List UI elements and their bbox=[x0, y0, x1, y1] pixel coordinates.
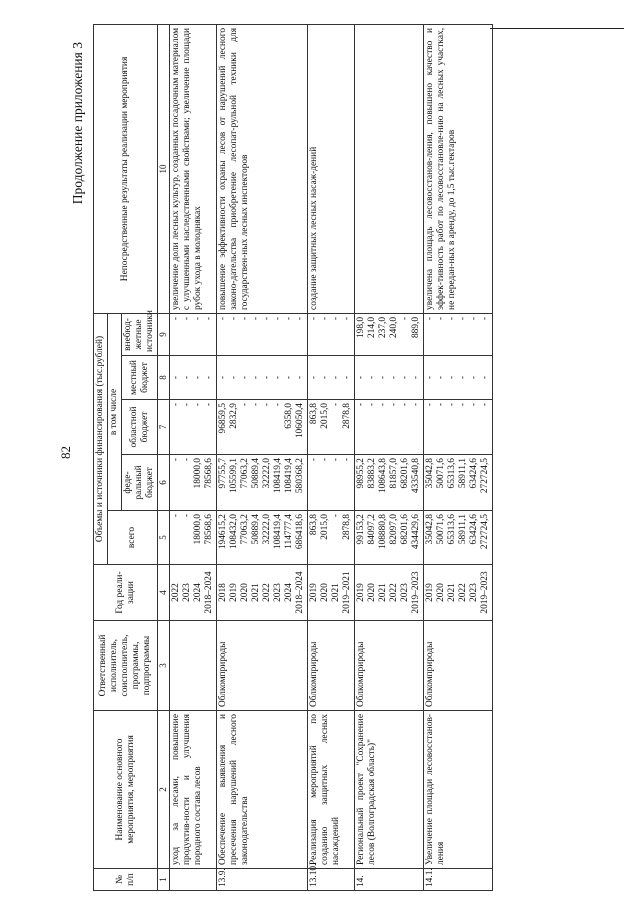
federal-value: 105599,1 bbox=[229, 458, 239, 494]
offbudget-value: - bbox=[273, 316, 283, 321]
years-value: 2019 bbox=[229, 583, 239, 602]
offbudget-value: - bbox=[193, 316, 203, 321]
column-number: 9 bbox=[158, 313, 170, 355]
total-value: 35042,8 bbox=[425, 514, 435, 545]
header-incl: в том числе bbox=[108, 313, 122, 510]
header-result: Непосредственные результаты реализации мероприятия bbox=[94, 24, 158, 313]
regional-value: - bbox=[273, 403, 283, 407]
years-value: 2021 bbox=[331, 583, 341, 602]
federal-value: 433540,8 bbox=[411, 458, 421, 494]
total-value: 686418,6 bbox=[295, 514, 305, 550]
header-name: Наименование основного мероприятия, мероприятия bbox=[94, 711, 158, 869]
local bbox=[355, 356, 424, 400]
offbudget-value: - bbox=[400, 316, 410, 321]
years bbox=[424, 565, 493, 621]
regional-value: - bbox=[411, 403, 421, 407]
local-value: - bbox=[193, 375, 203, 380]
offbudget-value: - bbox=[342, 316, 352, 321]
total-value: 63424,6 bbox=[469, 514, 479, 545]
offbudget-value: - bbox=[284, 316, 294, 321]
local-value: - bbox=[400, 375, 410, 380]
years-value: 2020 bbox=[320, 583, 330, 602]
local-value: - bbox=[378, 375, 388, 380]
page-number: 82 bbox=[58, 446, 73, 459]
years-value: 2018–2024 bbox=[295, 571, 305, 614]
regional-value: - bbox=[251, 403, 261, 407]
federal-value: 63424,6 bbox=[469, 458, 479, 489]
regional-value: - bbox=[436, 403, 446, 407]
federal-value: 78568,6 bbox=[204, 458, 214, 489]
years-value: 2018 bbox=[218, 583, 228, 602]
executor: Облкомприроды bbox=[355, 621, 424, 711]
total-value: 108880,8 bbox=[378, 514, 388, 550]
federal-value: 108643,8 bbox=[378, 458, 388, 494]
local bbox=[424, 356, 493, 400]
local-value: - bbox=[262, 375, 272, 380]
local-value: - bbox=[469, 375, 479, 380]
total-value: - bbox=[171, 514, 181, 518]
regional-value: 2832,9 bbox=[229, 403, 239, 429]
local bbox=[308, 356, 355, 400]
regional-value: - bbox=[400, 403, 410, 407]
executor bbox=[170, 621, 217, 711]
years bbox=[308, 565, 355, 621]
years-value: 2023 bbox=[182, 583, 192, 602]
years-value: 2022 bbox=[171, 583, 181, 602]
measure-name: уход за лесами, повышение продуктив-ности и улучшения породного состава лесов bbox=[170, 711, 217, 869]
regional bbox=[217, 400, 308, 455]
offbudget-value: - bbox=[447, 316, 457, 321]
years-value: 2019 bbox=[356, 583, 366, 602]
federal bbox=[170, 455, 217, 511]
total-value: 32222,0 bbox=[262, 514, 272, 545]
column-number: 5 bbox=[158, 511, 170, 565]
total-value: 84097,2 bbox=[367, 514, 377, 545]
result-text bbox=[355, 24, 424, 313]
header-regional: областной бюджет bbox=[122, 400, 158, 455]
federal-value: 18000,0 bbox=[193, 458, 203, 489]
offbudget-value: 198,0 bbox=[356, 316, 366, 339]
regional-value: - bbox=[193, 403, 203, 407]
result-text: увеличена площадь лесовосстанов-ления, повышено качество и эффек-тивность работ по лесовосстановле-нию на лесных участках, не передан-ных в аренду, до 1,5 тыс.гектаров bbox=[424, 24, 493, 313]
local-value: - bbox=[251, 375, 261, 380]
offbudget bbox=[424, 313, 493, 355]
federal-value: 50889,4 bbox=[251, 458, 261, 489]
local-value: - bbox=[240, 375, 250, 380]
years-value: 2022 bbox=[262, 583, 272, 602]
local-value: - bbox=[320, 375, 330, 380]
regional-value: - bbox=[378, 403, 388, 407]
total-value: 108419,4 bbox=[273, 514, 283, 550]
local-value: - bbox=[171, 375, 181, 380]
federal-value: - bbox=[331, 458, 341, 462]
years-value: 2019–2021 bbox=[342, 571, 352, 614]
header-executor: Ответственный исполнитель, соисполнитель, программы, подпрограммы bbox=[94, 621, 158, 711]
local-value: - bbox=[284, 375, 294, 380]
executor: Облкомприроды bbox=[308, 621, 355, 711]
total-value: 434429,6 bbox=[411, 514, 421, 550]
regional-value: - bbox=[458, 403, 468, 407]
total-value: 863,8 bbox=[309, 514, 319, 536]
offbudget-value: - bbox=[204, 316, 214, 321]
regional-value: - bbox=[182, 403, 192, 407]
local-value: - bbox=[331, 375, 341, 380]
offbudget-value: - bbox=[229, 316, 239, 321]
offbudget-value: - bbox=[469, 316, 479, 321]
years bbox=[355, 565, 424, 621]
local-value: - bbox=[411, 375, 421, 380]
local-value: - bbox=[309, 375, 319, 380]
regional bbox=[424, 400, 493, 455]
years-value: 2022 bbox=[458, 583, 468, 602]
local-value: - bbox=[229, 375, 239, 380]
offbudget-value: 214,0 bbox=[367, 316, 377, 339]
local-value: - bbox=[367, 375, 377, 380]
measure-name: Региональный проект "Сохранение лесов (Волгоградская область)" bbox=[355, 711, 424, 869]
regional-value: 6358,0 bbox=[284, 403, 294, 429]
result-text: увеличение доли лесных культур, созданных посадочным материалом с улучшенными наследственными свойствами; увеличение площади рубок ухода в молодняках bbox=[170, 24, 217, 313]
table-row bbox=[217, 24, 308, 890]
federal-value: - bbox=[171, 458, 181, 462]
offbudget bbox=[170, 313, 217, 355]
federal bbox=[424, 455, 493, 511]
years-value: 2024 bbox=[193, 583, 203, 602]
federal-value: 580368,2 bbox=[295, 458, 305, 494]
local-value: - bbox=[389, 375, 399, 380]
years-value: 2022 bbox=[389, 583, 399, 602]
years bbox=[170, 565, 217, 621]
total-value: - bbox=[331, 514, 341, 518]
header-year: Год реали-зации bbox=[94, 565, 158, 621]
federal bbox=[355, 455, 424, 511]
offbudget-value: - bbox=[425, 316, 435, 321]
local-value: - bbox=[342, 375, 352, 380]
years-value: 2023 bbox=[400, 583, 410, 602]
local-value: - bbox=[295, 375, 305, 380]
years-value: 2023 bbox=[273, 583, 283, 602]
regional bbox=[308, 400, 355, 455]
local-value: - bbox=[356, 375, 366, 380]
offbudget-value: - bbox=[309, 316, 319, 321]
column-number: 8 bbox=[158, 356, 170, 400]
federal bbox=[308, 455, 355, 511]
years-value: 2018–2024 bbox=[204, 571, 214, 614]
appendix-title: Продолжение приложения 3 bbox=[70, 42, 85, 205]
years-value: 2021 bbox=[251, 583, 261, 602]
table-row bbox=[308, 24, 355, 890]
federal-value: 81857,0 bbox=[389, 458, 399, 489]
federal-value: 35042,8 bbox=[425, 458, 435, 489]
regional-value: 2015,0 bbox=[320, 403, 330, 429]
years-value: 2021 bbox=[447, 583, 457, 602]
local-value: - bbox=[182, 375, 192, 380]
regional-value: - bbox=[480, 403, 490, 407]
years bbox=[217, 565, 308, 621]
offbudget-value: - bbox=[436, 316, 446, 321]
years-value: 2019–2023 bbox=[480, 571, 490, 614]
federal bbox=[217, 455, 308, 511]
offbudget-value: 240,0 bbox=[389, 316, 399, 339]
total-value: 2015,0 bbox=[320, 514, 330, 540]
local bbox=[217, 356, 308, 400]
federal-value: 50071,6 bbox=[436, 458, 446, 489]
offbudget-value: - bbox=[320, 316, 330, 321]
column-number: 1 bbox=[158, 869, 170, 891]
total bbox=[308, 511, 355, 565]
regional-value: - bbox=[240, 403, 250, 407]
federal-value: 108419,4 bbox=[273, 458, 283, 494]
row-number: 13.10. bbox=[308, 869, 355, 891]
total-value: 114777,4 bbox=[284, 514, 294, 549]
federal-value: 65313,6 bbox=[447, 458, 457, 489]
total-value: 108432,0 bbox=[229, 514, 239, 550]
total bbox=[355, 511, 424, 565]
federal-value: 32222,0 bbox=[262, 458, 272, 489]
local-value: - bbox=[425, 375, 435, 380]
total-value: 18000,0 bbox=[193, 514, 203, 545]
regional bbox=[170, 400, 217, 455]
regional-value: - bbox=[469, 403, 479, 407]
local-value: - bbox=[436, 375, 446, 380]
executor: Облкомприроды bbox=[217, 621, 308, 711]
local-value: - bbox=[480, 375, 490, 380]
federal-value: 98955,2 bbox=[356, 458, 366, 489]
regional-value: - bbox=[367, 403, 377, 407]
total-value: 82097,0 bbox=[389, 514, 399, 545]
header-federal: феде-ральный бюджет bbox=[122, 455, 158, 511]
total-value: 50071,6 bbox=[436, 514, 446, 545]
offbudget bbox=[308, 313, 355, 355]
total-value: 68201,6 bbox=[400, 514, 410, 545]
table-body bbox=[170, 24, 493, 890]
years-value: 2023 bbox=[469, 583, 479, 602]
local-value: - bbox=[273, 375, 283, 380]
regional-value: - bbox=[331, 403, 341, 407]
column-number: 10 bbox=[158, 24, 170, 313]
offbudget-value: - bbox=[251, 316, 261, 321]
federal-value: - bbox=[320, 458, 330, 462]
column-number: 6 bbox=[158, 455, 170, 511]
total-value: 50889,4 bbox=[251, 514, 261, 545]
years-value: 2020 bbox=[436, 583, 446, 602]
row-number bbox=[170, 869, 217, 891]
table-row bbox=[170, 24, 217, 890]
result-text: создание защитных лесных насаж-дений bbox=[308, 24, 355, 313]
total-value: 77063,2 bbox=[240, 514, 250, 545]
header-offbudget: внебюд-жетные источники bbox=[122, 313, 158, 355]
regional-value: - bbox=[389, 403, 399, 407]
regional-value: - bbox=[425, 403, 435, 407]
federal-value: 97755,7 bbox=[218, 458, 228, 489]
federal-value: 83883,2 bbox=[367, 458, 377, 489]
regional-value: 863,8 bbox=[309, 403, 319, 425]
local-value: - bbox=[204, 375, 214, 380]
years-value: 2019–2023 bbox=[411, 571, 421, 614]
result-text: повышение эффективности охраны лесов от нарушений лесного законо-дательства приобретение лесопат-рульной техники для государствен-ных лесных инспекторов bbox=[217, 24, 308, 313]
regional-value: - bbox=[262, 403, 272, 407]
regional-value: - bbox=[447, 403, 457, 407]
total-value: 65313,6 bbox=[447, 514, 457, 545]
program-table bbox=[93, 24, 493, 891]
column-number: 7 bbox=[158, 400, 170, 455]
local-value: - bbox=[458, 375, 468, 380]
header-no: № п/п bbox=[94, 869, 158, 891]
table-row bbox=[355, 24, 424, 890]
total-value: 194615,2 bbox=[218, 514, 228, 550]
local bbox=[170, 356, 217, 400]
measure-name: Реализация мероприятий по созданию защитных лесных насаждений bbox=[308, 711, 355, 869]
executor: Облкомприроды bbox=[424, 621, 493, 711]
column-number: 4 bbox=[158, 565, 170, 621]
regional bbox=[355, 400, 424, 455]
total bbox=[217, 511, 308, 565]
regional-value: 2878,8 bbox=[342, 403, 352, 429]
table-row bbox=[424, 24, 493, 890]
regional-value: - bbox=[356, 403, 366, 407]
regional-value: 96859,5 bbox=[218, 403, 228, 434]
offbudget-value: - bbox=[480, 316, 490, 321]
column-number: 2 bbox=[158, 711, 170, 869]
measure-name: Обеспечение выявления и пресечения нарушений лесного законодательства bbox=[217, 711, 308, 869]
total bbox=[424, 511, 493, 565]
total bbox=[170, 511, 217, 565]
header-local: местный бюджет bbox=[122, 356, 158, 400]
local-value: - bbox=[447, 375, 457, 380]
federal-value: 108419,4 bbox=[284, 458, 294, 494]
total-value: 272724,5 bbox=[480, 514, 490, 550]
regional-value: - bbox=[204, 403, 214, 407]
regional-value: 106050,4 bbox=[295, 403, 305, 439]
offbudget bbox=[355, 313, 424, 355]
years-value: 2020 bbox=[367, 583, 377, 602]
header-funding: Объемы и источники финансирования (тыс.рублей) bbox=[94, 313, 108, 564]
total-value: 58911,1 bbox=[458, 514, 468, 545]
local-value: - bbox=[218, 375, 228, 380]
federal-value: - bbox=[309, 458, 319, 462]
federal-value: 58911,1 bbox=[458, 458, 468, 489]
total-value: 78568,6 bbox=[204, 514, 214, 545]
offbudget-value: - bbox=[218, 316, 228, 321]
federal-value: 272724,5 bbox=[480, 458, 490, 494]
column-number: 3 bbox=[158, 621, 170, 711]
federal-value: - bbox=[342, 458, 352, 462]
offbudget-value: - bbox=[240, 316, 250, 321]
offbudget-value: 237,0 bbox=[378, 316, 388, 339]
offbudget-value: - bbox=[295, 316, 305, 321]
years-value: 2020 bbox=[240, 583, 250, 602]
offbudget-value: - bbox=[458, 316, 468, 321]
total-value: 99153,2 bbox=[356, 514, 366, 545]
federal-value: 77063,2 bbox=[240, 458, 250, 489]
offbudget-value: - bbox=[171, 316, 181, 321]
header-total: всего bbox=[108, 511, 158, 565]
offbudget bbox=[217, 313, 308, 355]
years-value: 2024 bbox=[284, 583, 294, 602]
row-number: 14.1. bbox=[424, 869, 493, 891]
row-number: 13.9. bbox=[217, 869, 308, 891]
column-number-row bbox=[158, 24, 170, 890]
federal-value: - bbox=[182, 458, 192, 462]
offbudget-value: - bbox=[262, 316, 272, 321]
years-value: 2021 bbox=[378, 583, 388, 602]
offbudget-value: - bbox=[182, 316, 192, 321]
years-value: 2019 bbox=[309, 583, 319, 602]
offbudget-value: - bbox=[331, 316, 341, 321]
total-value: 2878,8 bbox=[342, 514, 352, 540]
total-value: - bbox=[182, 514, 192, 518]
years-value: 2019 bbox=[425, 583, 435, 602]
regional-value: - bbox=[171, 403, 181, 407]
federal-value: 68201,6 bbox=[400, 458, 410, 489]
row-number: 14. bbox=[355, 869, 424, 891]
offbudget-value: 889,0 bbox=[411, 316, 421, 339]
measure-name: Увеличение площади лесовосстанов-ления bbox=[424, 711, 493, 869]
